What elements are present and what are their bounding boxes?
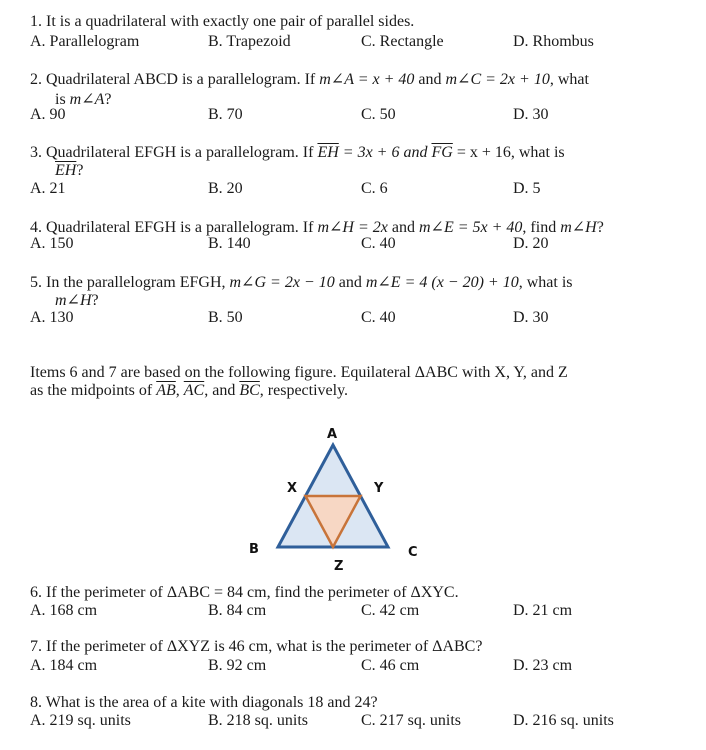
question-number: 2.: [30, 71, 42, 88]
question-number: 7.: [30, 638, 42, 655]
option-a[interactable]: A. 90: [30, 106, 66, 123]
label-c: C: [408, 545, 418, 560]
option-b[interactable]: B. 20: [208, 180, 243, 197]
segment-fg: $\overline{FG}$: [431, 144, 453, 161]
question-number: 8.: [30, 694, 42, 711]
segment-eh: $\overline{EH}$: [317, 144, 339, 161]
option-b[interactable]: B. 92 cm: [208, 657, 267, 674]
option-a[interactable]: A. 21: [30, 180, 66, 197]
option-b[interactable]: B. 140: [208, 235, 251, 252]
equilateral-triangle-figure: [249, 420, 422, 580]
option-c[interactable]: C. 46 cm: [361, 657, 420, 674]
question-number: 5.: [30, 274, 42, 291]
option-d[interactable]: D. 23 cm: [513, 657, 573, 674]
option-d[interactable]: D. 21 cm: [513, 602, 573, 619]
option-d[interactable]: D. 30: [513, 309, 549, 326]
question-number: 3.: [30, 144, 42, 161]
question-text: Quadrilateral ABCD is a parallelogram. If: [46, 71, 320, 88]
option-b[interactable]: B. 218 sq. units: [208, 712, 309, 729]
math-expression: m∠A: [69, 91, 105, 108]
question-text: What is the area of a kite with diagonals 18 and 24?: [45, 694, 378, 711]
question-text: In the parallelogram EFGH,: [46, 274, 230, 291]
label-x: X: [287, 481, 298, 496]
option-c[interactable]: C. 217 sq. units: [361, 712, 462, 729]
option-d[interactable]: D. Rhombus: [513, 33, 594, 50]
instructions-line-1: Items 6 and 7 are based on the following figure. Equilateral ΔABC with X, Y, and Z: [30, 364, 568, 381]
question-text: If the perimeter of ΔXYZ is 46 cm, what is the perimeter of ΔABC?: [46, 638, 483, 655]
label-y: Y: [374, 481, 384, 496]
option-d[interactable]: D. 20: [513, 235, 549, 252]
option-c[interactable]: C. Rectangle: [361, 33, 444, 50]
label-a: A: [327, 427, 338, 442]
question-number: 6.: [30, 584, 42, 601]
label-b: B: [249, 542, 259, 557]
option-d[interactable]: D. 5: [513, 180, 541, 197]
option-b[interactable]: B. 84 cm: [208, 602, 267, 619]
option-c[interactable]: C. 40: [361, 235, 396, 252]
option-a[interactable]: A. 168 cm: [30, 602, 98, 619]
math-expression: m∠C = 2x + 10: [445, 71, 550, 88]
option-c[interactable]: C. 6: [361, 180, 388, 197]
instructions-line-2: as the midpoints of $\overline{AB}$, $\overline{AC}$, and $\overline{BC}$, respectively.: [30, 382, 349, 399]
math-expression: m∠A = x + 40: [319, 71, 415, 88]
segment-eh: $\overline{EH}$: [55, 162, 77, 179]
option-c[interactable]: C. 40: [361, 309, 396, 326]
option-a[interactable]: A. 130: [30, 309, 74, 326]
option-a[interactable]: A. 184 cm: [30, 657, 98, 674]
question-number: 1.: [30, 13, 42, 30]
option-a[interactable]: A. 219 sq. units: [30, 712, 131, 729]
option-c[interactable]: C. 42 cm: [361, 602, 420, 619]
label-z: Z: [334, 559, 344, 574]
question-text: Quadrilateral EFGH is a parallelogram. If: [46, 219, 318, 236]
option-a[interactable]: A. 150: [30, 235, 74, 252]
option-d[interactable]: D. 30: [513, 106, 549, 123]
question-text: It is a quadrilateral with exactly one pair of parallel sides.: [46, 13, 415, 30]
question-number: 4.: [30, 219, 42, 236]
option-b[interactable]: B. 50: [208, 309, 243, 326]
option-a[interactable]: A. Parallelogram: [30, 33, 140, 50]
option-c[interactable]: C. 50: [361, 106, 396, 123]
question-text: Quadrilateral EFGH is a parallelogram. If: [46, 144, 318, 161]
option-b[interactable]: B. 70: [208, 106, 243, 123]
option-b[interactable]: B. Trapezoid: [208, 33, 291, 50]
option-d[interactable]: D. 216 sq. units: [513, 712, 614, 729]
question-text: If the perimeter of ΔABC = 84 cm, find the perimeter of ΔXYC.: [46, 584, 459, 601]
